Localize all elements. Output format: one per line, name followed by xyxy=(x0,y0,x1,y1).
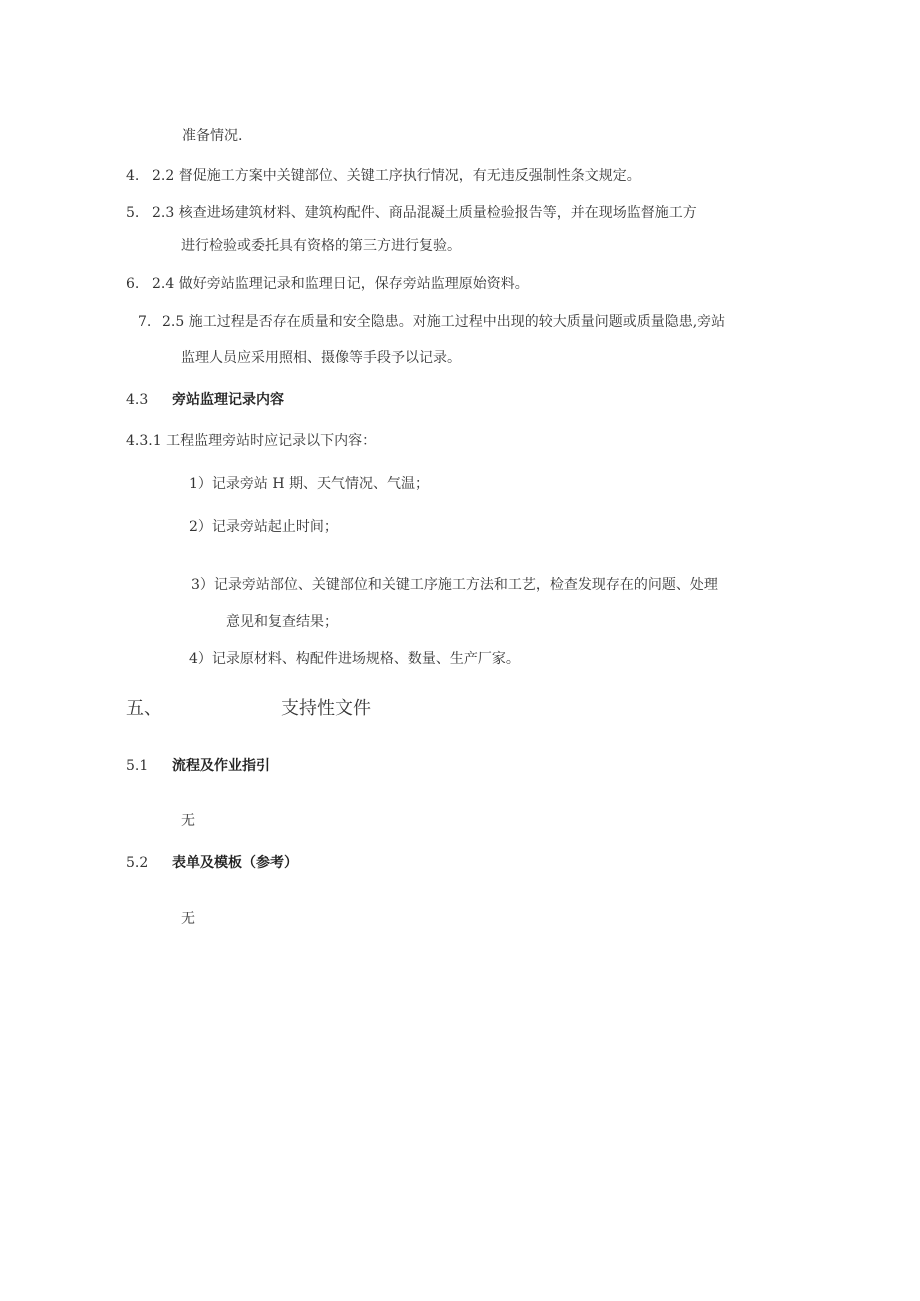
section-5-2-body: 无 xyxy=(181,911,195,927)
section-title: 旁站监理记录内容 xyxy=(172,392,284,408)
list-item-text: 2.2 督促施工方案中关键部位、关键工序执行情况，有无违反强制性条文规定。 xyxy=(152,168,641,184)
list-number: 6. xyxy=(126,276,140,292)
paragraph-continuation: 准备情况. xyxy=(182,128,243,144)
section-number: 4.3 xyxy=(126,392,149,408)
record-item-4: 4）记录原材料、构配件进场规格、数量、生产厂家。 xyxy=(189,651,520,667)
list-item-text: 2.4 做好旁站监理记录和监理日记，保存旁站监理原始资料。 xyxy=(152,276,529,292)
section-number: 5.2 xyxy=(126,855,149,871)
list-item-6 xyxy=(126,274,529,294)
list-number: 5. xyxy=(126,205,140,221)
section-5-1-body: 无 xyxy=(181,813,195,829)
section-heading-5-2 xyxy=(126,853,298,873)
record-item-3-continuation: 意见和复查结果； xyxy=(226,614,338,630)
paragraph-4-3-1: 4.3.1 工程监理旁站时应记录以下内容： xyxy=(126,433,377,449)
section-heading-4-3 xyxy=(126,390,284,410)
section-title: 表单及模板（参考） xyxy=(172,855,298,871)
section-title: 流程及作业指引 xyxy=(172,758,270,774)
list-item-text: 2.5 施工过程是否存在质量和安全隐患。对施工过程中出现的较大质量问题或质量隐患,旁站 xyxy=(162,314,726,330)
list-item-text: 2.3 核查进场建筑材料、建筑构配件、商品混凝土质量检验报告等，并在现场监督施工方 xyxy=(152,205,697,221)
section-number: 五、 xyxy=(126,698,162,719)
list-item-5-continuation: 进行检验或委托具有资格的第三方进行复验。 xyxy=(181,238,461,254)
list-item-5 xyxy=(126,203,697,223)
section-title: 支持性文件 xyxy=(281,698,371,719)
record-item-2: 2）记录旁站起止时间； xyxy=(189,519,338,535)
record-item-1: 1）记录旁站 H 期、天气情况、气温； xyxy=(189,476,430,492)
list-number: 4. xyxy=(126,168,140,184)
section-number: 5.1 xyxy=(126,758,149,774)
record-item-3: 3）记录旁站部位、关键部位和关键工序施工方法和工艺，检查发现存在的问题、处理 xyxy=(191,577,718,593)
section-heading-5 xyxy=(126,697,371,721)
list-item-7-continuation: 监理人员应采用照相、摄像等手段予以记录。 xyxy=(181,350,461,366)
list-number: 7. xyxy=(138,314,152,330)
section-heading-5-1 xyxy=(126,756,270,776)
list-item-4 xyxy=(126,166,641,186)
list-item-7 xyxy=(138,312,725,332)
